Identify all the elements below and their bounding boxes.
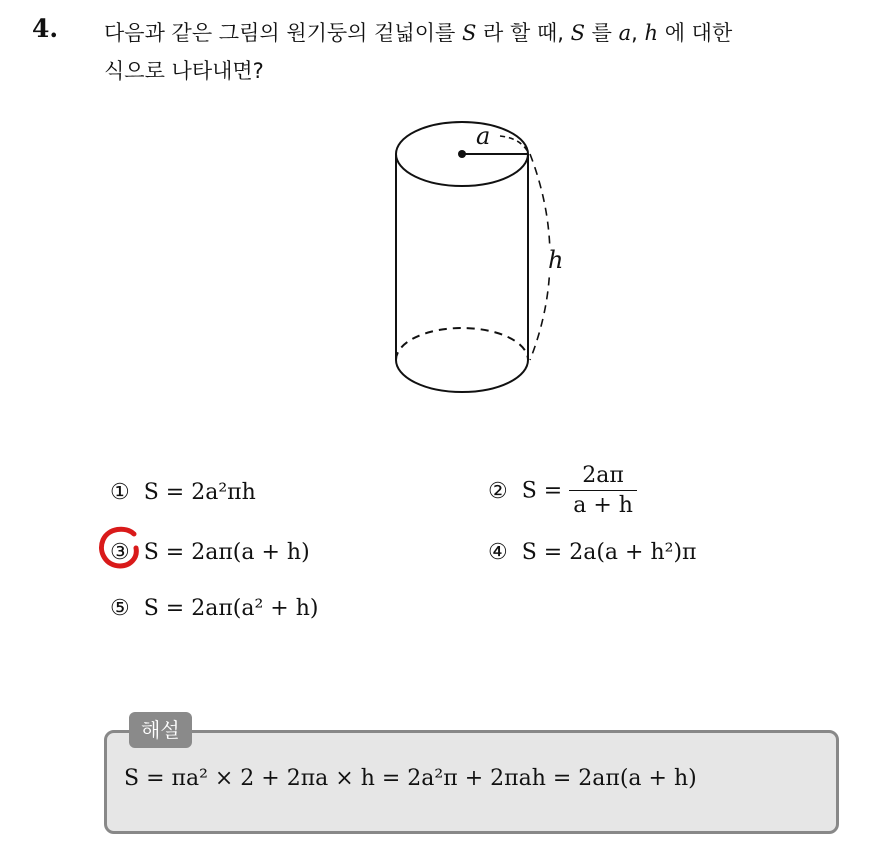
variable-s: S	[461, 21, 477, 45]
choice-marker-4: ④	[488, 540, 508, 565]
selected-answer-circle	[96, 524, 146, 572]
question-number: 4.	[32, 14, 59, 43]
fraction-numerator: 2aπ	[569, 462, 637, 491]
variable-h: h	[644, 21, 659, 45]
choice-2[interactable]	[488, 462, 637, 521]
radius-label: a	[476, 122, 491, 150]
choice-1[interactable]	[110, 480, 256, 505]
question-text-part: 를	[584, 21, 619, 45]
choice-5[interactable]	[110, 596, 319, 621]
choice-expr: S = 2aπ(a² + h)	[143, 596, 319, 621]
choice-marker-3: ③	[110, 540, 130, 565]
question-text	[104, 14, 874, 90]
cylinder-bottom-front	[396, 360, 528, 392]
choice-marker-5: ⑤	[110, 596, 130, 621]
question-text-part: 다음과 같은 그림의 원기둥의 겉넓이를	[104, 21, 462, 45]
question-text-part: 에 대한	[658, 21, 733, 45]
question-line-1	[104, 14, 874, 52]
solution-tag: 해설	[129, 712, 192, 748]
choice-4[interactable]	[488, 540, 697, 565]
fraction-denominator: a + h	[573, 493, 633, 518]
cylinder-bottom-back-dashed	[396, 328, 528, 360]
variable-a: a	[618, 21, 632, 45]
variable-s: S	[570, 21, 585, 45]
choice-marker-1: ①	[110, 480, 130, 505]
question-line-2: 식으로 나타내면?	[104, 59, 264, 83]
solution-equation: S = πa² × 2 + 2πa × h = 2a²π + 2πah = 2aπ(a + h)	[124, 766, 697, 791]
question-text-part: ,	[631, 21, 645, 45]
choice-lhs: S =	[521, 478, 570, 504]
question-text-part: 라 할 때,	[476, 21, 571, 45]
choice-expr: S = 2a(a + h²)π	[521, 540, 697, 565]
choice-expr: S = 2aπ(a + h)	[143, 540, 310, 565]
choice-marker-2: ②	[488, 478, 508, 504]
cylinder-figure	[370, 108, 570, 398]
fraction	[569, 462, 637, 521]
choice-expr: S = 2a²πh	[143, 480, 256, 505]
height-label: h	[548, 246, 564, 274]
